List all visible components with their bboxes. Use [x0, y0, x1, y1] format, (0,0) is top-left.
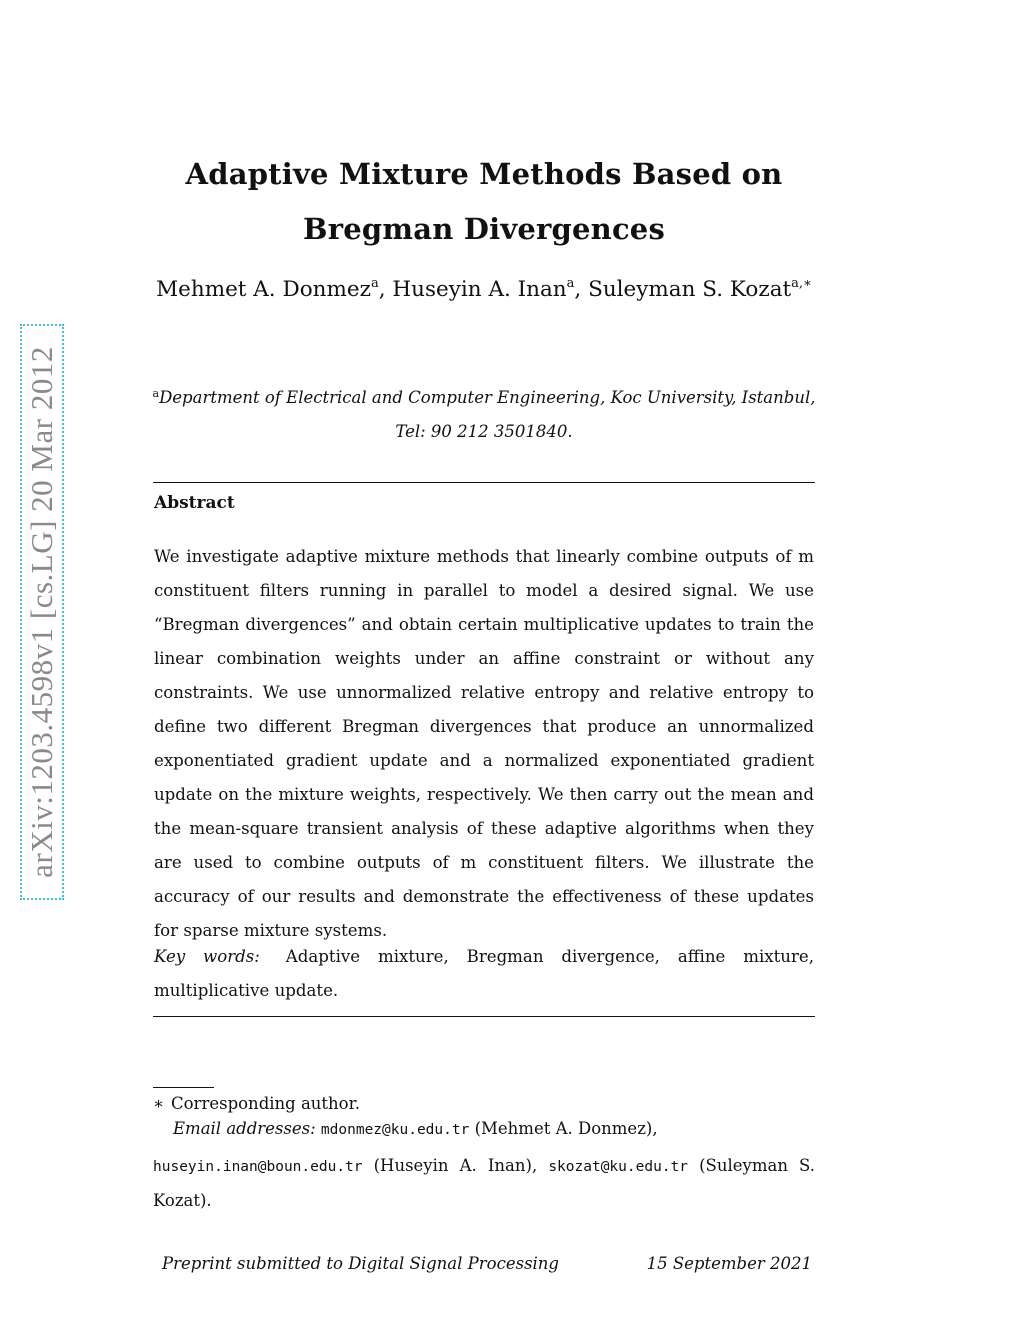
footer-preprint-note: Preprint submitted to Digital Signal Processing	[162, 1254, 559, 1273]
affiliation-line-1	[0, 387, 968, 407]
email-label: Email addresses:	[173, 1119, 316, 1138]
footnote-rule	[153, 1087, 214, 1088]
author-name: Suleyman S. Kozat	[588, 277, 792, 302]
author-name: Huseyin A. Inan	[392, 277, 567, 302]
author-affiliation-mark: a,∗	[791, 276, 812, 291]
author-affiliation-mark: a	[370, 276, 379, 291]
abstract-top-rule	[153, 482, 815, 483]
paper-title-line-1: Adaptive Mixture Methods Based on	[185, 157, 783, 191]
affiliation-line-2: Tel: 90 212 3501840.	[395, 422, 573, 441]
author-affiliation-mark: a	[566, 276, 575, 291]
email-address[interactable]: huseyin.inan@boun.edu.tr	[153, 1159, 363, 1175]
email-address[interactable]: skozat@ku.edu.tr	[548, 1159, 688, 1175]
email-owner: (Suleyman S. Kozat).	[153, 1156, 816, 1210]
abstract-heading: Abstract	[154, 493, 235, 513]
email-address[interactable]: mdonmez@ku.edu.tr	[320, 1122, 470, 1138]
corresponding-author-note: Corresponding author.	[171, 1094, 360, 1113]
paper-title-line-2: Bregman Divergences	[303, 212, 665, 246]
affiliation-text: Department of Electrical and Computer Engineering, Koc University, Istanbul,	[159, 388, 816, 407]
abstract-bottom-rule	[153, 1016, 815, 1017]
author-list	[0, 276, 968, 302]
arxiv-stamp	[20, 324, 64, 900]
footnote-star: ∗	[153, 1094, 165, 1113]
email-owner: (Huseyin A. Inan),	[373, 1156, 538, 1175]
footer-date: 15 September 2021	[646, 1254, 812, 1273]
arxiv-stamp-text: arXiv:1203.4598v1 [cs.LG] 20 Mar 2012	[24, 346, 59, 878]
author-separator: ,	[574, 277, 589, 302]
author-separator: ,	[378, 277, 393, 302]
keywords-label: Key words:	[154, 947, 260, 966]
email-owner: (Mehmet A. Donmez),	[474, 1119, 658, 1138]
keywords	[154, 940, 814, 1008]
abstract-text: We investigate adaptive mixture methods that linearly combine outputs of m constituent filters running in parallel to model a desired signal. We use “Bregman divergences” and obtain certain multiplicative updates to train the linear combination weights under an affine constraint or without any constraints. We use unnormalized relative entropy and relative entropy to define two different Bregman divergences that produce an unnormalized exponentiated gradient update and a normalized exponentiated gradient update on the mixture weights, respectively. We then carry out the mean and the mean-square transient analysis of these adaptive algorithms when they are used to combine outputs of m constituent filters. We illustrate the accuracy of our results and demonstrate the effectiveness of these updates for sparse mixture systems.	[154, 547, 814, 940]
keywords-text: Adaptive mixture, Bregman divergence, affine mixture, multiplicative update.	[154, 947, 815, 1000]
footnote	[153, 1092, 815, 1218]
author-name: Mehmet A. Donmez	[156, 277, 371, 302]
affiliation-mark: a	[152, 387, 160, 400]
